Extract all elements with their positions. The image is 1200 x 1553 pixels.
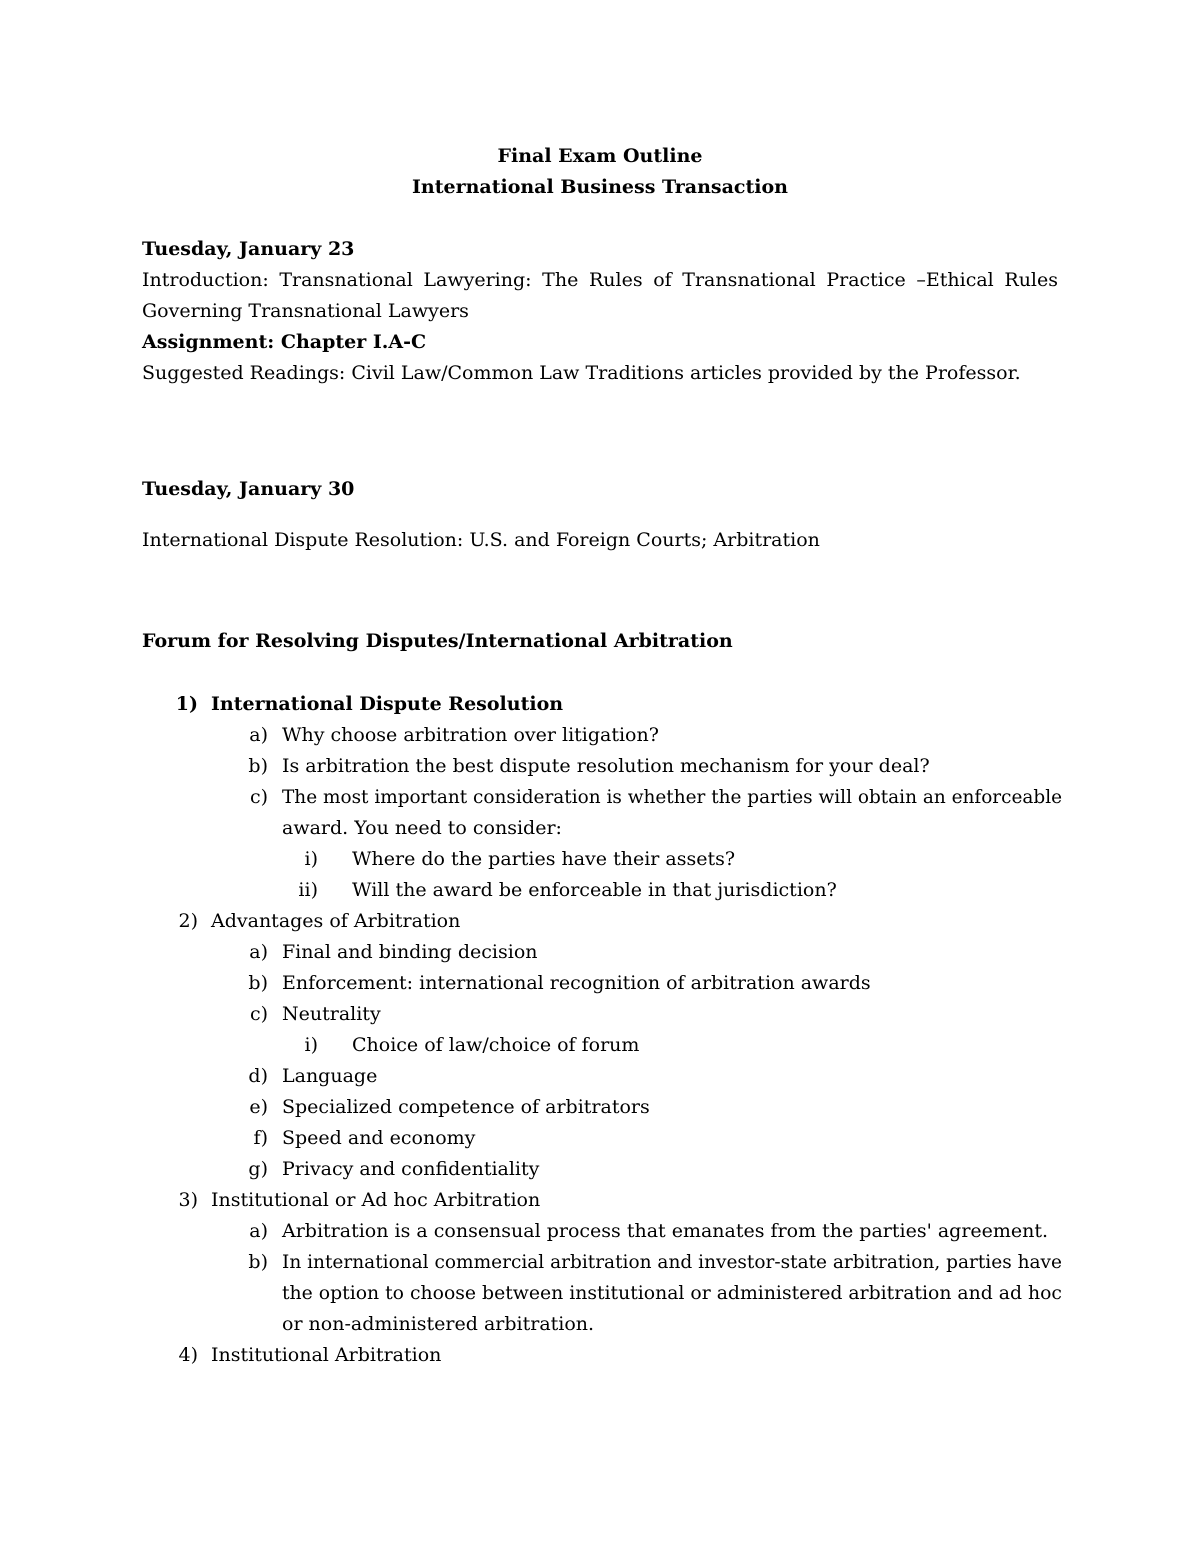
outline-2g-marker: g) (248, 1158, 268, 1180)
forum-heading: Forum for Resolving Disputes/International Arbitration (142, 630, 733, 652)
outline-1-text: International Dispute Resolution (211, 693, 564, 715)
outline-2c-text: Neutrality (282, 1003, 381, 1025)
outline-4-text: Institutional Arbitration (211, 1344, 442, 1366)
session-1-intro-line-2: Governing Transnational Lawyers (142, 300, 469, 322)
outline-3b-marker: b) (248, 1251, 268, 1273)
outline-2e-marker: e) (249, 1096, 268, 1118)
outline-2a-text: Final and binding decision (282, 941, 538, 963)
outline-1a-marker: a) (249, 724, 268, 746)
outline-2c-i-marker: i) (304, 1034, 318, 1056)
outline-1b-text: Is arbitration the best dispute resolution mechanism for your deal? (282, 755, 930, 777)
outline-1b-marker: b) (248, 755, 268, 777)
outline-3-marker: 3) (178, 1189, 198, 1211)
outline-3-text: Institutional or Ad hoc Arbitration (211, 1189, 541, 1211)
document-title: Final Exam Outline (497, 145, 703, 167)
outline-1-marker: 1) (175, 693, 198, 715)
outline-1c-line-2: award. You need to consider: (282, 817, 562, 839)
outline-1c-ii-text: Will the award be enforceable in that jurisdiction? (352, 879, 837, 901)
outline-2c-i-text: Choice of law/choice of forum (352, 1034, 640, 1056)
outline-2-text: Advantages of Arbitration (211, 910, 461, 932)
outline-1c-ii-marker: ii) (298, 879, 318, 901)
document-subtitle: International Business Transaction (412, 176, 788, 198)
outline-2a-marker: a) (249, 941, 268, 963)
session-1-intro-line-1: Introduction: Transnational Lawyering: The Rules of Transnational Practice –Ethical Rules (142, 269, 1058, 291)
outline-1c-line-1: The most important consideration is whether the parties will obtain an enforceable (282, 786, 1063, 808)
outline-2b-text: Enforcement: international recognition of arbitration awards (282, 972, 871, 994)
outline-3a-marker: a) (249, 1220, 268, 1242)
outline-2d-text: Language (282, 1065, 378, 1087)
outline-2f-marker: f) (253, 1127, 268, 1149)
session-2-topic: International Dispute Resolution: U.S. and Foreign Courts; Arbitration (142, 529, 820, 551)
outline-2b-marker: b) (248, 972, 268, 994)
outline-1c-i-text: Where do the parties have their assets? (352, 848, 736, 870)
outline-2f-text: Speed and economy (282, 1127, 476, 1149)
outline-1c-i-marker: i) (304, 848, 318, 870)
session-1-date: Tuesday, January 23 (142, 238, 355, 260)
outline-3b-line-3: or non-administered arbitration. (282, 1313, 595, 1335)
outline-2g-text: Privacy and confidentiality (282, 1158, 540, 1180)
session-2-date: Tuesday, January 30 (142, 478, 355, 500)
outline-3b-line-1: In international commercial arbitration and investor-state arbitration, parties have (282, 1251, 1062, 1273)
outline-2d-marker: d) (248, 1065, 268, 1087)
outline-2-marker: 2) (178, 910, 198, 932)
outline-1c-marker: c) (249, 786, 268, 808)
outline-2e-text: Specialized competence of arbitrators (282, 1096, 650, 1118)
outline-1a-text: Why choose arbitration over litigation? (282, 724, 659, 746)
session-1-assignment: Assignment: Chapter I.A-C (142, 331, 427, 353)
outline-4-marker: 4) (178, 1344, 198, 1366)
outline-3b-line-2: the option to choose between institutional or administered arbitration and ad hoc (282, 1282, 1062, 1304)
outline-2c-marker: c) (249, 1003, 268, 1025)
session-1-suggested-readings: Suggested Readings: Civil Law/Common Law Traditions articles provided by the Professor. (142, 362, 1021, 384)
outline-3a-text: Arbitration is a consensual process that emanates from the parties' agreement. (282, 1220, 1049, 1242)
